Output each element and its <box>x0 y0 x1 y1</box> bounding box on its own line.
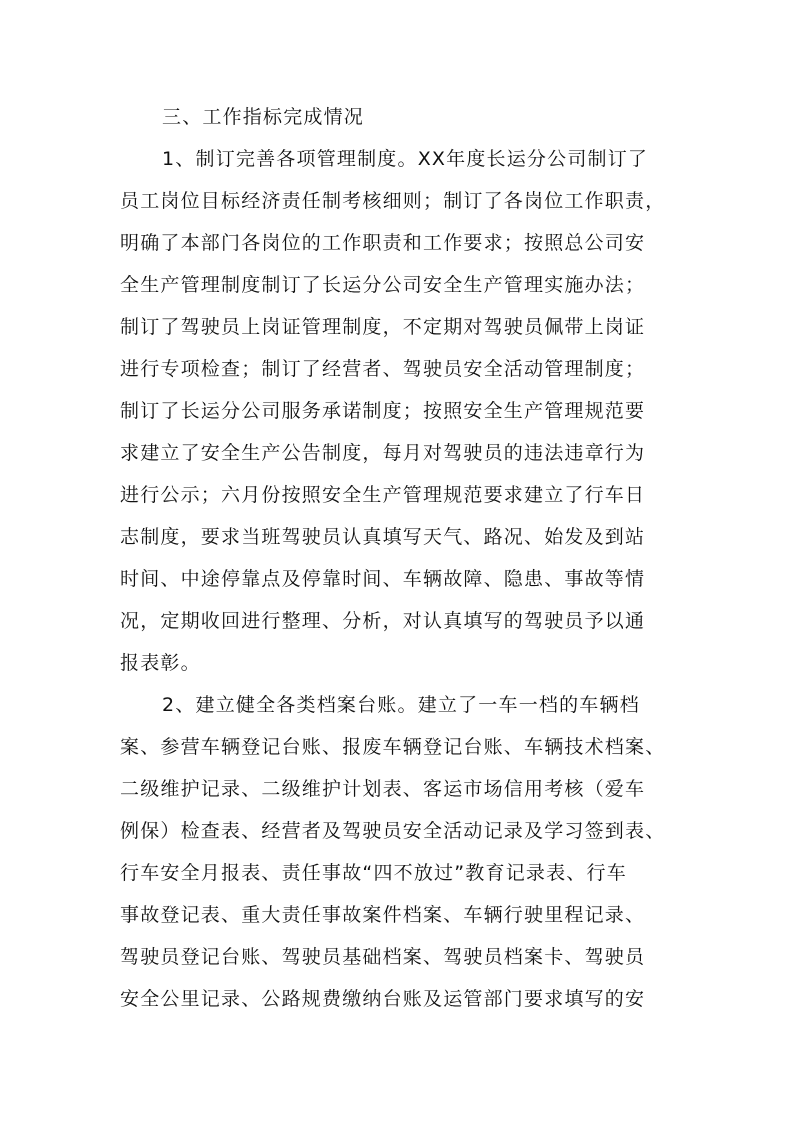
paragraph-1-line-12: 况，定期收回进行整理、分析，对认真填写的驾驶员予以通 <box>120 610 646 632</box>
paragraph-1-line-4: 全生产管理制度制订了长运分公司安全生产管理实施办法； <box>120 274 646 296</box>
paragraph-2-line-1: 2、建立健全各类档案台账。建立了一车一档的车辆档 <box>162 694 640 716</box>
paragraph-2-line-4: 例保）检查表、经营者及驾驶员安全活动记录及学习签到表、 <box>120 820 666 842</box>
paragraph-1-line-10: 志制度，要求当班驾驶员认真填写天气、路况、始发及到站 <box>120 526 646 548</box>
paragraph-1-line-2: 员工岗位目标经济责任制考核细则；制订了各岗位工作职责， <box>120 190 666 212</box>
paragraph-2-line-5: 行车安全月报表、责任事故“四不放过”教育记录表、行车 <box>120 862 627 884</box>
paragraph-1-line-11: 时间、中途停靠点及停靠时间、车辆故障、隐患、事故等情 <box>120 568 646 590</box>
paragraph-2-line-8: 安全公里记录、公路规费缴纳台账及运管部门要求填写的安 <box>120 988 646 1010</box>
paragraph-1-line-9: 进行公示；六月份按照安全生产管理规范要求建立了行车日 <box>120 484 646 506</box>
paragraph-2-line-3: 二级维护记录、二级维护计划表、客运市场信用考核（爱车 <box>120 778 646 800</box>
paragraph-2-line-7: 驾驶员登记台账、驾驶员基础档案、驾驶员档案卡、驾驶员 <box>120 946 646 968</box>
paragraph-2-line-6: 事故登记表、重大责任事故案件档案、车辆行驶里程记录、 <box>120 904 646 926</box>
paragraph-1-line-13: 报表彰。 <box>120 652 201 674</box>
paragraph-1-line-5: 制订了驾驶员上岗证管理制度，不定期对驾驶员佩带上岗证 <box>120 316 646 338</box>
paragraph-1-line-3: 明确了本部门各岗位的工作职责和工作要求；按照总公司安 <box>120 232 646 254</box>
paragraph-2-line-2: 案、参营车辆登记台账、报废车辆登记台账、车辆技术档案、 <box>120 736 666 758</box>
paragraph-1-line-7: 制订了长运分公司服务承诺制度；按照安全生产管理规范要 <box>120 400 646 422</box>
section-heading: 三、工作指标完成情况 <box>162 106 365 128</box>
paragraph-1-line-8: 求建立了安全生产公告制度，每月对驾驶员的违法违章行为 <box>120 442 646 464</box>
paragraph-1-line-1: 1、制订完善各项管理制度。XX年度长运分公司制订了 <box>162 148 649 170</box>
paragraph-1-line-6: 进行专项检查；制订了经营者、驾驶员安全活动管理制度； <box>120 358 646 380</box>
